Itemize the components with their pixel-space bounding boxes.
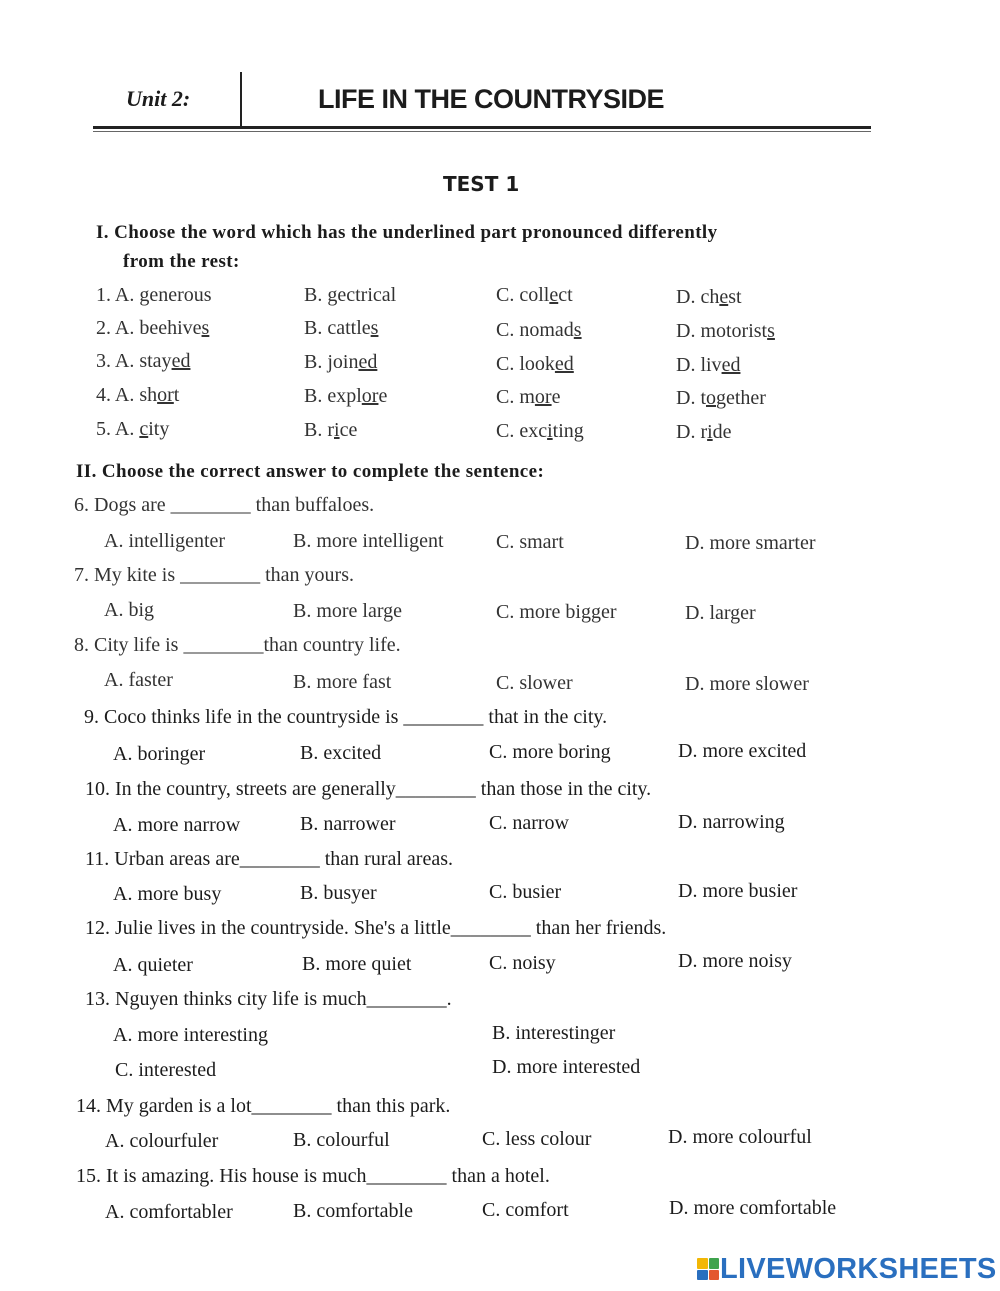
q8-option-d[interactable]: D. more slower [685, 673, 809, 695]
unit-label: Unit 2: [126, 86, 191, 111]
q15-option-d[interactable]: D. more comfortable [669, 1197, 837, 1219]
q6-option-d[interactable]: D. more smarter [685, 532, 816, 554]
q8-option-b[interactable]: B. more fast [293, 671, 392, 693]
q10-text: 10. In the country, streets are generally________ than those in the city. [85, 778, 652, 800]
q8-text: 8. City life is ________than country life. [74, 634, 401, 656]
q5-option-d[interactable]: D. ride [676, 421, 732, 443]
q4-option-b[interactable]: B. explore [304, 385, 388, 407]
q14-option-b[interactable]: B. colourful [293, 1129, 390, 1151]
q9-text: 9. Coco thinks life in the countryside is ________ that in the city. [84, 706, 608, 728]
section1-heading: I. Choose the word which has the underlined part pronounced differently [96, 222, 718, 243]
unit-title: LIFE IN THE COUNTRYSIDE [318, 84, 665, 114]
q1-option-b[interactable]: B. gectrical [304, 284, 397, 306]
q11-option-d[interactable]: D. more busier [678, 880, 798, 902]
q14-option-c[interactable]: C. less colour [482, 1128, 592, 1150]
q9-option-c[interactable]: C. more boring [489, 741, 611, 763]
q12-option-a[interactable]: A. quieter [113, 954, 193, 976]
q13-text: 13. Nguyen thinks city life is much________. [85, 988, 452, 1010]
q11-option-a[interactable]: A. more busy [113, 883, 222, 905]
q3-option-c[interactable]: C. looked [496, 353, 574, 375]
q3-option-a[interactable]: 3. A. stayed [96, 350, 191, 372]
header-divider [240, 72, 242, 126]
q6-option-b[interactable]: B. more intelligent [293, 530, 444, 552]
q6-text: 6. Dogs are ________ than buffaloes. [74, 494, 375, 516]
q10-option-a[interactable]: A. more narrow [113, 814, 241, 836]
header-rule [93, 126, 871, 129]
q12-option-c[interactable]: C. noisy [489, 952, 556, 974]
q15-option-c[interactable]: C. comfort [482, 1199, 569, 1221]
q1-option-c[interactable]: C. collect [496, 284, 573, 306]
q9-option-a[interactable]: A. boringer [113, 743, 206, 765]
liveworksheets-watermark: LIVEWORKSHEETS [720, 1253, 997, 1285]
q12-option-d[interactable]: D. more noisy [678, 950, 792, 972]
q10-option-d[interactable]: D. narrowing [678, 811, 785, 833]
q13-option-d[interactable]: D. more interested [492, 1056, 641, 1078]
q7-option-d[interactable]: D. larger [685, 602, 756, 624]
q2-option-d[interactable]: D. motorists [676, 320, 775, 342]
q4-option-a[interactable]: 4. A. short [96, 384, 180, 406]
q7-option-b[interactable]: B. more large [293, 600, 403, 622]
q2-option-a[interactable]: 2. A. beehives [96, 317, 210, 339]
q7-option-c[interactable]: C. more bigger [496, 601, 617, 623]
q2-option-c[interactable]: C. nomads [496, 319, 582, 341]
q5-option-c[interactable]: C. exciting [496, 420, 584, 442]
q10-option-b[interactable]: B. narrower [300, 813, 396, 835]
q11-option-c[interactable]: C. busier [489, 881, 562, 903]
q12-text: 12. Julie lives in the countryside. She's a little________ than her friends. [85, 917, 667, 939]
q15-option-b[interactable]: B. comfortable [293, 1200, 413, 1222]
q13-option-c[interactable]: C. interested [115, 1059, 217, 1081]
q1-option-a[interactable]: 1. A. generous [96, 284, 212, 306]
q13-option-b[interactable]: B. interestinger [492, 1022, 616, 1044]
section2-heading: II. Choose the correct answer to complete the sentence: [76, 461, 545, 482]
q10-option-c[interactable]: C. narrow [489, 812, 569, 834]
q11-text: 11. Urban areas are________ than rural areas. [85, 848, 453, 870]
header-rule-thin [93, 131, 871, 132]
q7-text: 7. My kite is ________ than yours. [74, 564, 354, 586]
test-title: TEST 1 [443, 172, 520, 196]
q15-option-a[interactable]: A. comfortabler [105, 1201, 233, 1223]
q7-option-a[interactable]: A. big [104, 599, 154, 621]
q6-option-c[interactable]: C. smart [496, 531, 564, 553]
q3-option-b[interactable]: B. joined [304, 351, 378, 373]
q2-option-b[interactable]: B. cattles [304, 317, 379, 339]
q9-option-d[interactable]: D. more excited [678, 740, 807, 762]
q11-option-b[interactable]: B. busyer [300, 882, 377, 904]
q8-option-a[interactable]: A. faster [104, 669, 173, 691]
q3-option-d[interactable]: D. lived [676, 354, 741, 376]
q8-option-c[interactable]: C. slower [496, 672, 573, 694]
q12-option-b[interactable]: B. more quiet [302, 953, 412, 975]
q14-option-d[interactable]: D. more colourful [668, 1126, 812, 1148]
q5-option-b[interactable]: B. rice [304, 419, 358, 441]
section1-heading-cont: from the rest: [123, 251, 240, 272]
q15-text: 15. It is amazing. His house is much________ than a hotel. [76, 1165, 550, 1187]
q9-option-b[interactable]: B. excited [300, 742, 382, 764]
q6-option-a[interactable]: A. intelligenter [104, 530, 226, 552]
q13-option-a[interactable]: A. more interesting [113, 1024, 268, 1046]
q4-option-c[interactable]: C. more [496, 386, 561, 408]
q4-option-d[interactable]: D. together [676, 387, 766, 409]
q14-option-a[interactable]: A. colourfuler [105, 1130, 219, 1152]
liveworksheets-logo-icon [697, 1258, 719, 1280]
q1-option-d[interactable]: D. chest [676, 286, 742, 308]
q14-text: 14. My garden is a lot________ than this park. [76, 1095, 451, 1117]
q5-option-a[interactable]: 5. A. city [96, 418, 170, 440]
